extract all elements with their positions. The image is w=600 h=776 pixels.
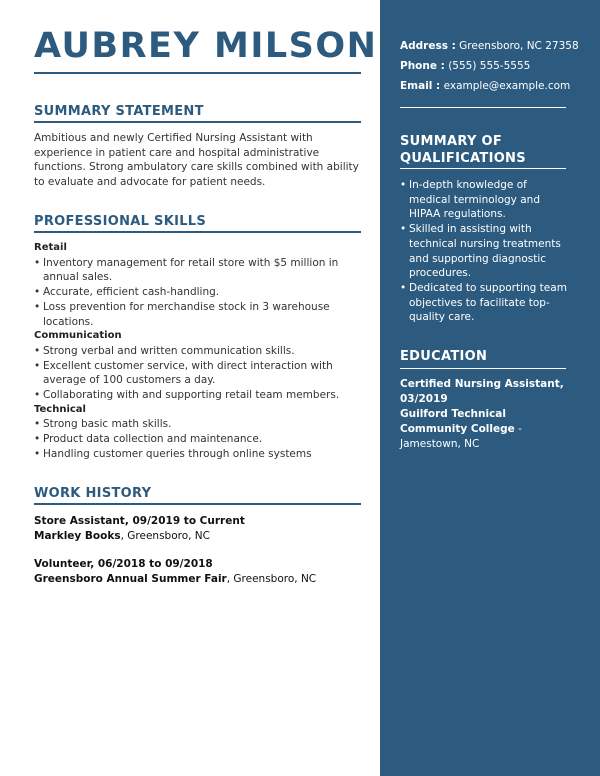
skills-divider bbox=[34, 231, 361, 233]
list-item: • Dedicated to supporting team objectives to facilitate top-quality care. bbox=[400, 281, 570, 325]
summary-divider bbox=[34, 121, 361, 123]
job-location: , Greensboro, NC bbox=[120, 530, 210, 542]
list-item: • Product data collection and maintenance. bbox=[34, 432, 354, 447]
job-entry bbox=[34, 514, 245, 544]
contact-address bbox=[400, 40, 579, 52]
list-item: • Inventory management for retail store with $5 million in annual sales. bbox=[34, 256, 354, 285]
skill-group-list bbox=[34, 344, 354, 403]
list-item: • Handling customer queries through online systems bbox=[34, 447, 354, 462]
job-entry bbox=[34, 557, 316, 587]
address-value: Greensboro, NC 27358 bbox=[459, 40, 579, 52]
list-item: • Strong basic math skills. bbox=[34, 417, 354, 432]
list-item: • Loss prevention for merchandise stock in 3 warehouse locations. bbox=[34, 300, 354, 329]
work-divider bbox=[34, 503, 361, 505]
education-entry bbox=[400, 377, 570, 452]
list-item: • Excellent customer service, with direct interaction with average of 100 customers a day. bbox=[34, 359, 354, 388]
email-value: example@example.com bbox=[443, 80, 571, 92]
list-item: • Accurate, efficient cash-handling. bbox=[34, 285, 354, 300]
job-employer: Greensboro Annual Summer Fair bbox=[34, 573, 227, 585]
email-label: Email : bbox=[400, 80, 441, 92]
skills-list bbox=[34, 241, 354, 462]
address-label: Address : bbox=[400, 40, 456, 52]
job-employer: Markley Books bbox=[34, 530, 121, 542]
skill-group-title: Retail bbox=[34, 242, 67, 253]
skills-heading: PROFESSIONAL SKILLS bbox=[34, 214, 207, 229]
job-title: Volunteer, 06/2018 to 09/2018 bbox=[34, 558, 213, 570]
summary-text: Ambitious and newly Certified Nursing Assistant with experience in patient care and hospital administrative functions. Strong ambulatory care skills combined with ability to evaluate and advocate for patient needs. bbox=[34, 132, 359, 189]
education-divider bbox=[400, 368, 566, 369]
skill-group-list bbox=[34, 256, 354, 330]
education-heading: EDUCATION bbox=[400, 349, 488, 364]
skill-group-title: Communication bbox=[34, 330, 122, 342]
list-item: • Collaborating with and supporting retail team members. bbox=[34, 388, 354, 403]
contact-divider bbox=[400, 107, 566, 108]
degree: Certified Nursing Assistant, 03/2019 bbox=[400, 378, 564, 405]
summary-heading: SUMMARY STATEMENT bbox=[34, 104, 204, 119]
phone-value: (555) 555-5555 bbox=[448, 60, 531, 72]
qualifications-divider bbox=[400, 168, 566, 169]
job-title: Store Assistant, 09/2019 to Current bbox=[34, 515, 245, 527]
name-divider bbox=[34, 72, 361, 74]
contact-phone bbox=[400, 60, 530, 72]
job-location: , Greensboro, NC bbox=[226, 573, 317, 585]
skill-group-title: Technical bbox=[34, 403, 86, 415]
list-item: • Skilled in assisting with technical nursing treatments and supporting diagnostic procedures. bbox=[400, 222, 570, 281]
phone-label: Phone : bbox=[400, 60, 445, 72]
list-item: • In-depth knowledge of medical terminology and HIPAA regulations. bbox=[400, 178, 570, 222]
candidate-name: AUBREY MILSON bbox=[34, 26, 378, 66]
school: Guilford Technical Community College bbox=[400, 408, 515, 435]
contact-email bbox=[400, 80, 570, 92]
skill-group-list bbox=[34, 417, 354, 461]
list-item: • Strong verbal and written communication skills. bbox=[34, 344, 354, 359]
work-heading: WORK HISTORY bbox=[34, 486, 152, 501]
qualifications-heading: SUMMARY OF QUALIFICATIONS bbox=[400, 134, 526, 166]
school-location: - Jamestown, NC bbox=[400, 423, 522, 450]
qualifications-list bbox=[400, 178, 570, 325]
